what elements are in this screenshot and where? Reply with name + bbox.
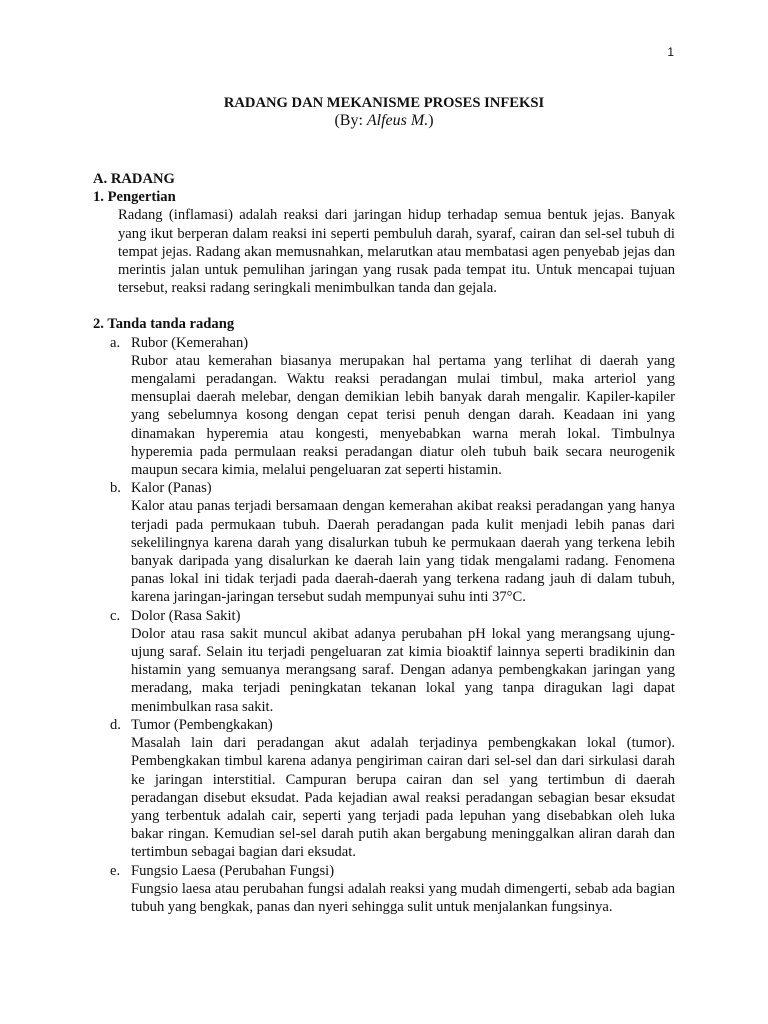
item-heading — [93, 607, 675, 625]
subsection-heading-tanda-radang: 2. Tanda tanda radang — [93, 316, 235, 333]
author-suffix: ) — [428, 112, 434, 129]
section-heading-radang: A. RADANG — [93, 171, 175, 187]
item-heading — [93, 716, 675, 734]
item-heading — [93, 334, 675, 352]
item-paragraph: Fungsio laesa atau perubahan fungsi adalah reaksi yang mudah dimengerti, sebab ada bagian tubuh yang bengkak, panas dan nyeri sehingga sulit untuk menjalankan fungsinya. — [131, 880, 675, 915]
item-paragraph: Rubor atau kemerahan biasanya merupakan hal pertama yang terlihat di daerah yang mengalami peradangan. Waktu reaksi peradangan mulai timbul, maka arteriol yang mensuplai daerah melebar, dengan demikian lebih banyak darah mengalir. Kapiler-kapiler yang sebelumnya kosong dengan cepat terisi penuh dengan darah. Keadaan ini yang dinamakan hyperemia atau kongesti, menyebabkan warna merah lokal. Timbulnya hyperemia pada permulaan reaksi peradangan diatur oleh tubuh baik secara neurogenik maupun secara kimia, melalui pengeluaran zat seperti histamin. — [131, 352, 675, 479]
item-letter: c. — [110, 607, 121, 624]
item-heading — [93, 479, 675, 497]
item-heading — [93, 862, 675, 880]
item-paragraph: Dolor atau rasa sakit muncul akibat adanya perubahan pH lokal yang merangsang ujung- ujung saraf. Selain itu terjadi pengeluaran zat kimia bioaktif lainnya seperti bradikinin dan histamin yang semuanya merangsang saraf. Dengan adanya pembengkakan jaringan yang meradang, maka terjadi peningkatan tekanan lokal yang tanpa diragukan lagi dapat menimbulkan rasa sakit. — [131, 625, 675, 715]
item-title: Kalor (Panas) — [131, 480, 212, 497]
list-item — [93, 479, 675, 606]
item-letter: b. — [110, 480, 121, 497]
signs-list — [93, 334, 675, 917]
list-item — [93, 607, 675, 716]
author-prefix: (By: — [334, 112, 367, 129]
list-item — [93, 862, 675, 917]
page-number: 1 — [667, 45, 674, 59]
item-title: Tumor (Pembengkakan) — [131, 716, 273, 733]
item-title: Dolor (Rasa Sakit) — [131, 607, 241, 624]
author-name: Alfeus M. — [366, 112, 429, 129]
item-title: Rubor (Kemerahan) — [131, 334, 249, 351]
item-letter: a. — [110, 334, 121, 351]
item-paragraph: Kalor atau panas terjadi bersamaan dengan kemerahan akibat reaksi peradangan yang hanya terjadi pada permukaan tubuh. Daerah peradangan pada kulit menjadi lebih panas dari sekelilingnya karena darah yang disalurkan tubuh ke permukaan daerah yang terkena lebih banyak daripada yang disalurkan ke daerah lain yang tidak mengalami radang. Fenomena panas lokal ini tidak terjadi pada daerah-daerah yang terkena radang jauh di dalam tubuh, karena jaringan-jaringan tersebut sudah mempunyai suhu inti 37°C. — [131, 498, 675, 606]
item-letter: e. — [110, 862, 121, 879]
list-item — [93, 716, 675, 862]
document-title: RADANG DAN MEKANISME PROSES INFEKSI — [223, 95, 545, 111]
item-paragraph: Masalah lain dari peradangan akut adalah terjadinya pembengkakan lokal (tumor). Pembengkakan timbul karena adanya pengiriman cairan dari sel-sel dan dari sirkulasi darah ke jaringan interstitial. Campuran berupa cairan dan sel yang tertimbun di daerah peradangan disebut eksudat. Pada kejadian awal reaksi peradangan sebagian besar eksudat yang terbentuk adalah cair, seperti yang terjadi pada lepuhan yang disebabkan oleh luka bakar ringan. Kemudian sel-sel darah putih akan bergabung meninggalkan aliran darah dan tertimbun sebagai bagian dari eksudat. — [131, 735, 675, 861]
document-author — [93, 112, 675, 130]
subsection-heading-pengertian: 1. Pengertian — [93, 189, 176, 206]
item-title: Fungsio Laesa (Perubahan Fungsi) — [131, 862, 335, 879]
item-letter: d. — [110, 716, 121, 733]
list-item — [93, 334, 675, 480]
pengertian-paragraph: Radang (inflamasi) adalah reaksi dari jaringan hidup terhadap semua bentuk jejas. Banyak yang ikut berperan dalam reaksi ini seperti pembuluh darah, syaraf, cairan dan sel-sel tubuh di tempat jejas. Radang akan memusnahkan, melarutkan atau membatasi agen penyebab jejas dan merintis jalan untuk pemulihan jaringan yang rusak pada tempat itu. Untuk mencapai tujuan tersebut, reaksi radang seringkali menimbulkan tanda dan gejala. — [118, 207, 675, 297]
document-body — [93, 94, 675, 916]
